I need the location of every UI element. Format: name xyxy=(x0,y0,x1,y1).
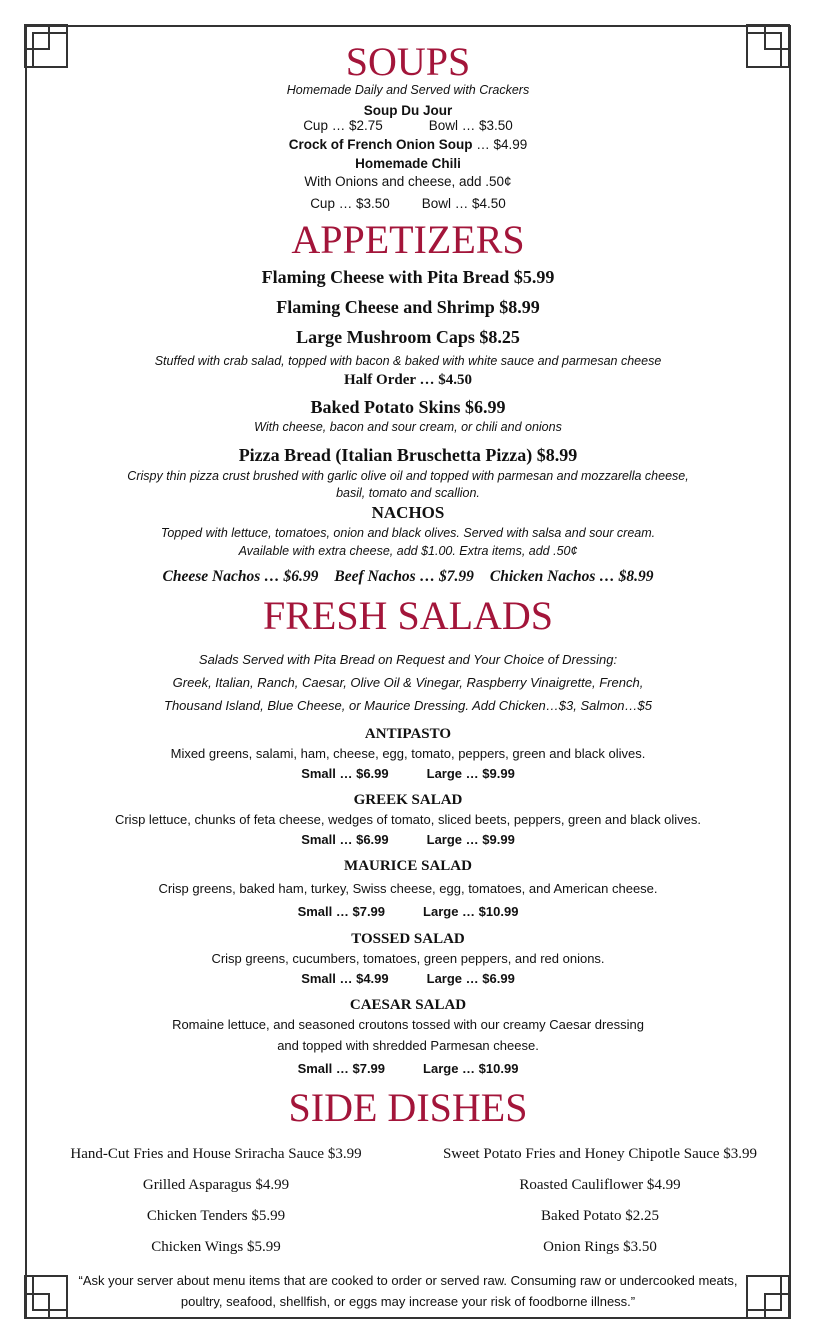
maurice-large: Large … $10.99 xyxy=(423,904,519,919)
pizza-bread-desc-1: Crispy thin pizza crust brushed with garlic olive oil and topped with parmesan and mozzarella cheese, xyxy=(127,469,689,483)
nachos-desc-2: Available with extra cheese, add $1.00. Extra items, add .50¢ xyxy=(238,544,578,558)
side-item: Chicken Tenders $5.99 xyxy=(146,1208,286,1224)
salads-intro-2: Greek, Italian, Ranch, Caesar, Olive Oil & Vinegar, Raspberry Vinaigrette, French, xyxy=(172,675,644,690)
soup-du-jour-prices xyxy=(0,117,816,134)
side-item: Baked Potato $2.25 xyxy=(541,1208,659,1224)
salads-intro-1: Salads Served with Pita Bread on Request and Your Choice of Dressing: xyxy=(198,652,618,667)
greek-name: GREEK SALAD xyxy=(353,792,463,808)
caesar-desc-1: Romaine lettuce, and seasoned croutons tossed with our creamy Caesar dressing xyxy=(172,1017,644,1032)
maurice-name: MAURICE SALAD xyxy=(344,858,472,874)
french-onion-soup xyxy=(0,136,816,153)
antipasto-desc: Mixed greens, salami, ham, cheese, egg, tomato, peppers, green and black olives. xyxy=(170,746,646,761)
maurice-small: Small … $7.99 xyxy=(297,904,386,919)
chili-prices xyxy=(0,195,816,212)
mushroom-caps-half: Half Order … $4.50 xyxy=(343,372,473,388)
chili-name: Homemade Chili xyxy=(355,156,461,171)
pizza-bread-name: Pizza Bread (Italian Bruschetta Pizza) $8.99 xyxy=(238,445,578,465)
soups-heading: SOUPS xyxy=(345,39,471,84)
mushroom-caps-name: Large Mushroom Caps $8.25 xyxy=(296,327,520,347)
side-item: Roasted Cauliflower $4.99 xyxy=(519,1177,681,1193)
sides-heading: SIDE DISHES xyxy=(288,1085,528,1130)
potato-skins-desc: With cheese, bacon and sour cream, or chili and onions xyxy=(254,420,562,434)
side-item: Onion Rings $3.50 xyxy=(543,1239,657,1255)
chili-cup: Cup … $3.50 xyxy=(310,196,390,211)
caesar-name: CAESAR SALAD xyxy=(349,997,467,1013)
soup-du-jour-cup: Cup … $2.75 xyxy=(303,118,383,133)
caesar-small: Small … $7.99 xyxy=(297,1061,386,1076)
nachos-desc-1: Topped with lettuce, tomatoes, onion and black olives. Served with salsa and sour cream. xyxy=(160,526,656,540)
greek-small: Small … $6.99 xyxy=(301,832,389,847)
appetizers-heading: APPETIZERS xyxy=(291,217,525,262)
french-onion-name: Crock of French Onion Soup xyxy=(288,137,473,152)
flaming-cheese-shrimp: Flaming Cheese and Shrimp $8.99 xyxy=(276,297,540,317)
soup-du-jour-bowl: Bowl … $3.50 xyxy=(428,118,513,133)
side-item: Sweet Potato Fries and Honey Chipotle Sauce $3.99 xyxy=(442,1146,758,1162)
side-item: Grilled Asparagus $4.99 xyxy=(142,1177,290,1193)
side-item: Hand-Cut Fries and House Sriracha Sauce $3.99 xyxy=(70,1146,362,1162)
maurice-desc: Crisp greens, baked ham, turkey, Swiss cheese, egg, tomatoes, and American cheese. xyxy=(158,881,658,896)
flaming-cheese-pita: Flaming Cheese with Pita Bread $5.99 xyxy=(261,267,555,287)
tossed-prices xyxy=(0,970,816,987)
caesar-desc-2: and topped with shredded Parmesan cheese. xyxy=(277,1038,539,1053)
maurice-prices xyxy=(0,903,816,920)
caesar-large: Large … $10.99 xyxy=(423,1061,519,1076)
soup-du-jour-name: Soup Du Jour xyxy=(363,103,453,118)
french-onion-price: … $4.99 xyxy=(476,137,528,152)
tossed-large: Large … $6.99 xyxy=(426,971,515,986)
potato-skins-name: Baked Potato Skins $6.99 xyxy=(310,397,506,417)
antipasto-name: ANTIPASTO xyxy=(364,726,452,742)
cheese-nachos: Cheese Nachos … $6.99 xyxy=(162,568,319,585)
salads-heading: FRESH SALADS xyxy=(262,593,554,638)
beef-nachos: Beef Nachos … $7.99 xyxy=(334,568,474,585)
nachos-prices xyxy=(0,567,816,587)
tossed-name: TOSSED SALAD xyxy=(351,931,465,947)
caesar-prices xyxy=(0,1060,816,1077)
antipasto-prices xyxy=(0,765,816,782)
greek-desc: Crisp lettuce, chunks of feta cheese, wedges of tomato, sliced beets, peppers, green and black olives. xyxy=(114,812,702,827)
chicken-nachos: Chicken Nachos … $8.99 xyxy=(489,568,654,585)
pizza-bread-desc-2: basil, tomato and scallion. xyxy=(336,486,480,500)
chili-note: With Onions and cheese, add .50¢ xyxy=(304,174,512,189)
nachos-name: NACHOS xyxy=(371,503,445,522)
salads-intro-3: Thousand Island, Blue Cheese, or Maurice Dressing. Add Chicken…$3, Salmon…$5 xyxy=(164,698,652,713)
side-item: Chicken Wings $5.99 xyxy=(151,1239,281,1255)
mushroom-caps-desc: Stuffed with crab salad, topped with bacon & baked with white sauce and parmesan cheese xyxy=(154,354,662,368)
chili-bowl: Bowl … $4.50 xyxy=(421,196,506,211)
antipasto-small: Small … $6.99 xyxy=(301,766,389,781)
tossed-small: Small … $4.99 xyxy=(301,971,389,986)
food-safety-notice-1: “Ask your server about menu items that are cooked to order or served raw. Consuming raw or undercooked meats, xyxy=(78,1273,738,1288)
soups-subtitle: Homemade Daily and Served with Crackers xyxy=(286,83,530,97)
food-safety-notice-2: poultry, seafood, shellfish, or eggs may increase your risk of foodborne illness.” xyxy=(180,1294,636,1309)
antipasto-large: Large … $9.99 xyxy=(426,766,515,781)
tossed-desc: Crisp greens, cucumbers, tomatoes, green peppers, and red onions. xyxy=(211,951,605,966)
greek-prices xyxy=(0,831,816,848)
greek-large: Large … $9.99 xyxy=(426,832,515,847)
